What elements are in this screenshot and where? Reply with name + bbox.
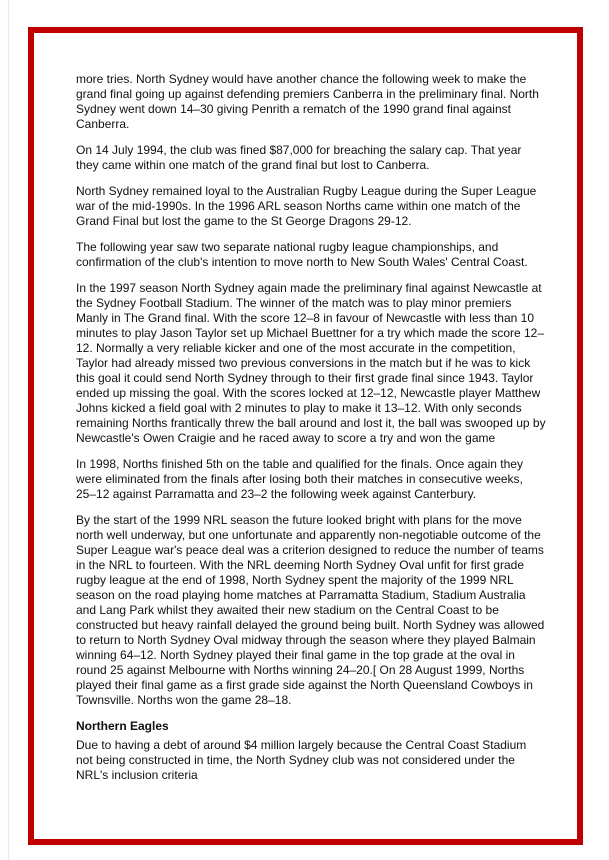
paragraph-8: Due to having a debt of around $4 million largely because the Central Coast Stadium not being constructed in time, the North Sydney club was not considered under the NRL's inclusion criteria (76, 738, 527, 782)
paragraph-7: By the start of the 1999 NRL season the future looked bright with plans for the move north well underway, but one unfortunate and apparently non-negotiable outcome of the Super League war's peace deal was a criterion designed to reduce the number of teams in the NRL to fourteen. With the NRL deeming North Sydney Oval unfit for first grade rugby league at the end of 1998, North Sydney spent the majority of the 1999 NRL season on the road playing home matches at Parramatta Stadium, Stadium Australia and Lang Park whilst they awaited their new stadium on the Central Coast to be constructed but heavy rainfall delayed the ground being built. North Sydney was allowed to return to North Sydney Oval midway through the season where they played Balmain winning 64–12. North Sydney played their final game in the top grade at the oval in round 25 against Melbourne with Norths winning 24–20.[ On 28 August 1999, Norths played their final game as a first grade side against the North Queensland Cowboys in Townsville. Norths won the game 28–18. (76, 513, 545, 707)
paragraph-4: The following year saw two separate national rugby league championships, and confirmation of the club's intention to move north to New South Wales' Central Coast. (76, 240, 528, 269)
section-heading: Northern Eagles (76, 719, 169, 733)
paragraph-3: North Sydney remained loyal to the Australian Rugby League during the Super League war of the mid-1990s. In the 1996 ARL season Norths came within one match of the Grand Final but lost the game to the St George Dragons 29-12. (76, 184, 537, 228)
document-body (76, 72, 546, 783)
paragraph-1: more tries. North Sydney would have another chance the following week to make the grand final going up against defending premiers Canberra in the preliminary final. North Sydney went down 14–30 giving Penrith a rematch of the 1990 grand final against Canberra. (76, 72, 539, 131)
paragraph-5: In the 1997 season North Sydney again made the preliminary final against Newcastle at the Sydney Football Stadium. The winner of the match was to play minor premiers Manly in The Grand final. With the score 12–8 in favour of Newcastle with less than 10 minutes to play Jason Taylor set up Michael Buettner for a try which made the score 12–12. Normally a very reliable kicker and one of the most accurate in the competition, Taylor had already missed two previous conversions in the match but if he was to kick this goal it could send North Sydney through to their first grade final since 1943. Taylor ended up missing the goal. With the scores locked at 12–12, Newcastle player Matthew Johns kicked a field goal with 2 minutes to play to make it 13–12. With only seconds remaining Norths frantically threw the ball around and lost it, the ball was swooped up by Newcastle's Owen Craigie and he raced away to score a try and won the game (76, 281, 546, 445)
paragraph-6: In 1998, Norths finished 5th on the table and qualified for the finals. Once again they were eliminated from the finals after losing both their matches in consecutive weeks, 25–12 against Parramatta and 23–2 the following week against Canterbury. (76, 457, 523, 501)
paragraph-2: On 14 July 1994, the club was fined $87,000 for breaching the salary cap. That year they came within one match of the grand final but lost to Canberra. (76, 143, 522, 172)
